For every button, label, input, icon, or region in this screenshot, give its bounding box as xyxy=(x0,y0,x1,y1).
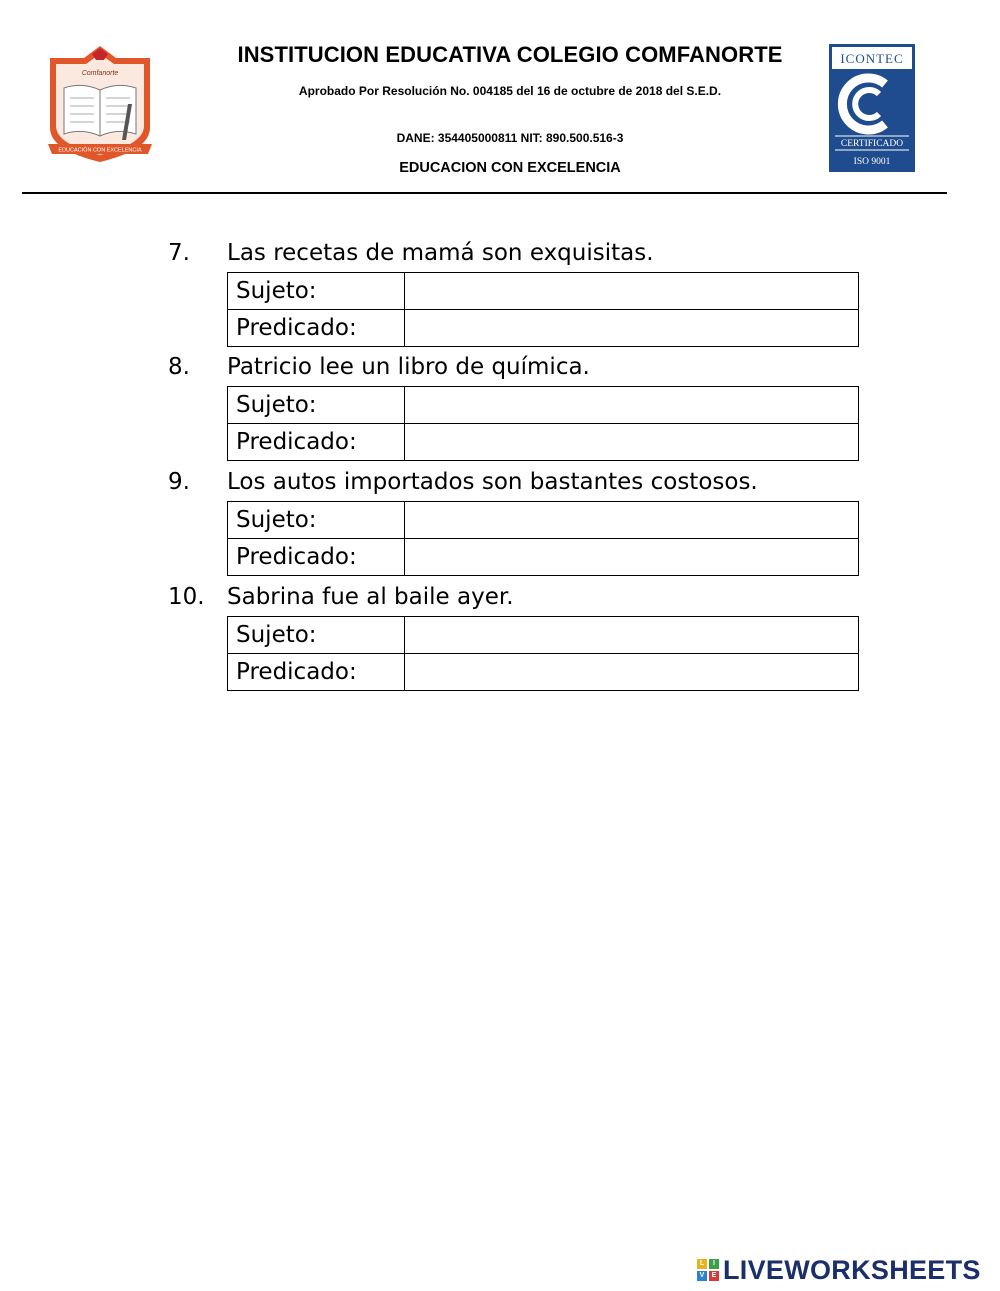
subject-label: Sujeto: xyxy=(228,273,405,310)
svg-text:ISO 9001: ISO 9001 xyxy=(853,157,891,167)
exercise-sentence: Patricio lee un libro de química. xyxy=(227,354,590,380)
svg-text:ICONTEC: ICONTEC xyxy=(840,51,904,66)
subject-answer-field[interactable] xyxy=(405,617,859,654)
predicate-label: Predicado: xyxy=(228,310,405,347)
liveworksheets-wordmark: LIVEWORKSHEETS xyxy=(723,1255,981,1285)
motto: EDUCACION CON EXCELENCIA xyxy=(399,160,621,176)
answer-table xyxy=(227,386,859,461)
icontec-logo xyxy=(829,44,915,172)
exercise-sentence: Sabrina fue al baile ayer. xyxy=(227,584,514,610)
exercise-number: 9. xyxy=(168,469,190,495)
liveworksheets-icon: L I V E xyxy=(697,1259,719,1281)
predicate-answer-field[interactable] xyxy=(405,654,859,691)
exercise-number: 10. xyxy=(168,584,205,610)
subject-label: Sujeto: xyxy=(228,502,405,539)
answer-table xyxy=(227,501,859,576)
subject-answer-field[interactable] xyxy=(405,273,859,310)
answer-table xyxy=(227,616,859,691)
subject-label: Sujeto: xyxy=(228,387,405,424)
institution-title: INSTITUCION EDUCATIVA COLEGIO COMFANORTE xyxy=(237,42,783,67)
comfanorte-logo xyxy=(44,44,156,166)
predicate-label: Predicado: xyxy=(228,424,405,461)
svg-text:EDUCACIÓN CON EXCELENCIA: EDUCACIÓN CON EXCELENCIA xyxy=(58,147,142,154)
resolution-line: Aprobado Por Resolución No. 004185 del 16 de octubre de 2018 del S.E.D. xyxy=(298,84,722,98)
predicate-label: Predicado: xyxy=(228,539,405,576)
predicate-answer-field[interactable] xyxy=(405,424,859,461)
subject-answer-field[interactable] xyxy=(405,387,859,424)
header-divider xyxy=(22,192,947,194)
exercise-number: 7. xyxy=(168,240,190,266)
dane-nit-line: DANE: 354405000811 NIT: 890.500.516-3 xyxy=(396,131,624,145)
exercise-sentence: Los autos importados son bastantes costosos. xyxy=(227,469,758,495)
exercise-sentence: Las recetas de mamá son exquisitas. xyxy=(227,240,654,266)
exercise-number: 8. xyxy=(168,354,190,380)
predicate-answer-field[interactable] xyxy=(405,310,859,347)
svg-text:Comfanorte: Comfanorte xyxy=(81,70,119,77)
predicate-answer-field[interactable] xyxy=(405,539,859,576)
predicate-label: Predicado: xyxy=(228,654,405,691)
answer-table xyxy=(227,272,859,347)
svg-text:CERTIFICADO: CERTIFICADO xyxy=(840,139,904,149)
subject-answer-field[interactable] xyxy=(405,502,859,539)
subject-label: Sujeto: xyxy=(228,617,405,654)
